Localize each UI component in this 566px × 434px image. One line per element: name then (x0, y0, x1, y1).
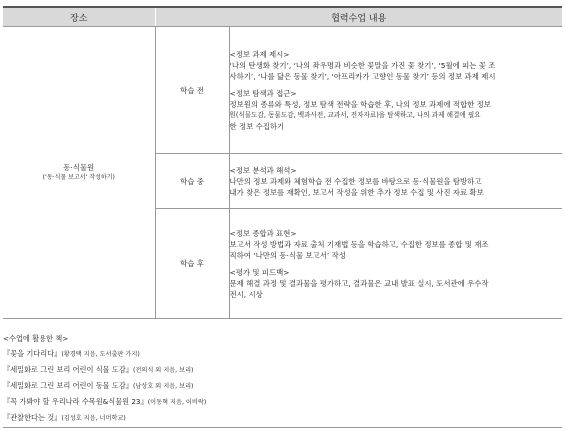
block-line: ‘나의 탄생화 찾기’, ‘나의 좌우명과 비슷한 꽃말을 가진 꽃 찾기’, ‘5월에 피는 꽃 조 (229, 60, 496, 70)
content-during (229, 154, 562, 209)
book-list (3, 331, 562, 426)
block-title: <정보 분석과 해석> (229, 165, 297, 175)
book-title: 『세밀화로 그린 보리 어린이 식물 도감』 (3, 365, 133, 374)
book-title: 『꼭 가봐야 할 우리나라 수목원&식물원 23』 (3, 397, 148, 406)
book-detail: (이동혁 지음, 이비락) (147, 399, 207, 406)
book-item (3, 362, 562, 378)
block-title: <평가 및 피드백> (229, 267, 290, 277)
header-content: 협력수업 내용 (155, 7, 562, 27)
block-line: 한 정보 수집하기 (229, 121, 285, 131)
header-place: 장소 (3, 7, 155, 27)
block-analysis (230, 165, 563, 198)
block-task (230, 49, 563, 82)
place-name: 동·식물원 (63, 162, 95, 172)
bottom-divider (3, 427, 562, 428)
stage-before: 학습 전 (155, 27, 229, 154)
book-title: 『꽃을 기다리다』 (3, 349, 62, 358)
block-synthesis (230, 228, 563, 261)
block-line: 문제 해결 과정 및 결과물을 평가하고, 결과물은 교내 발표 실시, 도서관에 우수작 (229, 278, 489, 288)
place-cell (3, 27, 155, 319)
block-line: 사하기’, ‘나를 닮은 동물 찾기’, ‘아프리카가 고향인 동물 찾기’ 등의 정보 과제 제시 (229, 71, 496, 81)
book-item (3, 410, 562, 426)
book-item (3, 394, 562, 410)
block-line: 정보원의 종류와 특성, 정보 탐색 전략을 학습한 후, 나의 정보 과제에 적합한 정보 (229, 99, 491, 109)
block-line: 직하여 ‘나만의 동·식물 보고서’ 작성 (229, 250, 346, 260)
book-detail: (김성호 지음, 너머학교) (61, 415, 126, 422)
book-title: 『관찰한다는 것』 (3, 413, 62, 422)
book-detail: (전의식 외 지음, 보리) (132, 367, 194, 374)
block-title: <정보 과제 제시> (229, 49, 290, 59)
block-search (230, 88, 563, 132)
book-list-heading: <수업에 활용한 책> (3, 334, 69, 343)
book-detail: (남상호 외 지음, 보리) (132, 383, 194, 390)
place-sub: (‘동·식물 보고서’ 작성하기) (42, 173, 115, 181)
stage-during: 학습 중 (155, 154, 229, 209)
table-row-before (3, 27, 562, 154)
table-header-row (3, 7, 562, 27)
block-title: <정보 종합과 표현> (229, 228, 297, 238)
book-item (3, 346, 562, 362)
block-title: <정보 탐색과 접근> (229, 88, 297, 98)
book-title: 『세밀화로 그린 보리 어린이 동물 도감』 (3, 381, 133, 390)
block-line: 나만의 정보 과제와 체험학습 전 수집한 정보를 바탕으로 동·식물원을 탐방하고 (229, 176, 482, 186)
book-item (3, 378, 562, 394)
block-line: 원(식물도감, 동물도감, 백과사전, 교과서, 전자자료)을 탐색하고, 나의 과제 해결에 필요 (229, 110, 481, 119)
block-line: 내가 찾은 정보를 재확인, 보고서 작성을 위한 추가 정보 수집 및 사진 자료 확보 (229, 187, 484, 197)
stage-after: 학습 후 (155, 209, 229, 319)
class-plan-table (3, 6, 562, 319)
content-before (229, 27, 562, 154)
content-after (229, 209, 562, 319)
block-evaluation (230, 267, 563, 300)
book-detail: (황경택 지음, 도서출판 가지) (61, 351, 140, 358)
block-line: 전시, 시상 (229, 289, 263, 299)
block-line: 보고서 작성 방법과 자료 출처 기재법 등을 학습하고, 수집한 정보를 종합 및 재조 (229, 239, 489, 249)
